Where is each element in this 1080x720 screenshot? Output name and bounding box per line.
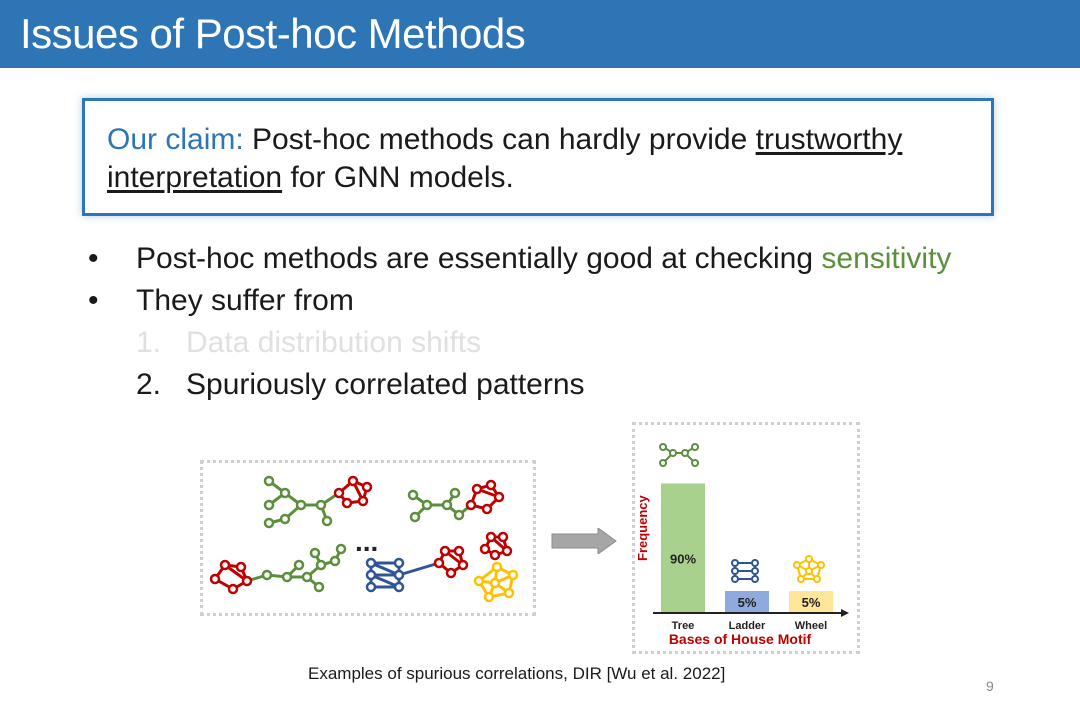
x-tick-label: Wheel xyxy=(794,620,828,632)
claim-text-after-1: for xyxy=(282,161,334,194)
item-number: 2. xyxy=(136,368,162,401)
bullet-text-main: Post-hoc methods are essentially good at checking xyxy=(136,242,822,275)
claim-text xyxy=(107,121,977,197)
figure-caption: Examples of spurious correlations, DIR [Wu et al. 2022] xyxy=(308,664,726,683)
claim-gnn: GNN xyxy=(333,161,401,194)
claim-box xyxy=(82,98,994,216)
bar-tree xyxy=(661,483,705,613)
x-tick-label: Ladder xyxy=(728,620,766,632)
item-number: 1. xyxy=(136,326,162,359)
x-tick-label: Tree xyxy=(671,620,695,632)
bullet-text: They suffer from xyxy=(136,284,354,317)
ellipsis-text: ... xyxy=(355,526,379,557)
graph-examples-figure xyxy=(200,460,536,616)
bullet-marker: • xyxy=(88,242,99,275)
bullet-text xyxy=(136,238,951,280)
page-number: 9 xyxy=(986,678,994,694)
item-text: Spuriously correlated patterns xyxy=(186,368,585,401)
bar-value-label: 5% xyxy=(737,595,757,610)
x-axis-label: Bases of House Motif xyxy=(668,631,812,647)
sensitivity-highlight: sensitivity xyxy=(821,242,952,275)
tree-motif-icon xyxy=(660,444,698,466)
claim-text-before: Post-hoc methods can hardly provide xyxy=(243,123,756,156)
claim-underline-interpretation: interpretation xyxy=(107,161,283,194)
arrow-icon xyxy=(550,528,620,554)
graph-examples-svg xyxy=(203,463,533,613)
ladder-motif-icon xyxy=(732,560,758,582)
claim-text-after-2: models. xyxy=(400,161,514,194)
bar-chart-svg xyxy=(635,425,857,651)
wheel-motif-icon xyxy=(794,556,824,582)
claim-label: Our claim: xyxy=(107,123,244,156)
x-axis-arrow xyxy=(841,609,849,617)
bar-value-label: 5% xyxy=(801,595,821,610)
item-text: Data distribution shifts xyxy=(186,326,482,359)
bullet-marker: • xyxy=(88,284,99,317)
y-axis-label: Frequency xyxy=(635,495,650,561)
slide-title: Issues of Post-hoc Methods xyxy=(20,10,526,57)
bar-value-label: 90% xyxy=(669,551,697,567)
claim-underline-trustworthy: trustworthy xyxy=(755,123,903,156)
motif-frequency-chart xyxy=(632,422,860,654)
title-bar xyxy=(0,0,1080,68)
